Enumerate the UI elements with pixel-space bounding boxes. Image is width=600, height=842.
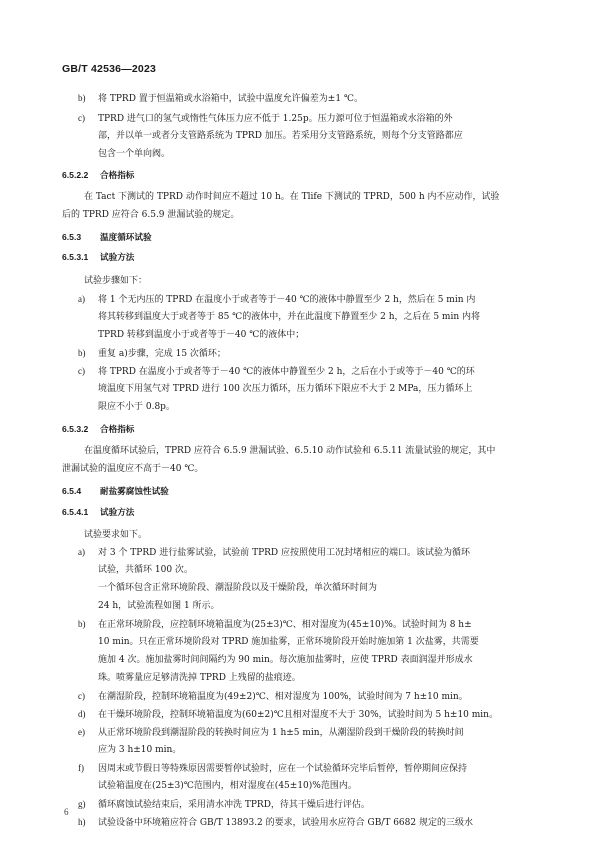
- line-text: 一个循环包含正常环境阶段、潮湿阶段以及干燥阶段，单次循环时间为: [98, 583, 378, 593]
- text-line: [98, 130, 463, 142]
- line-text: 在正常环境阶段，应控制环境箱温度为(25±3)℃、相对湿度为(45±10)%。试验时间为 8 h±: [98, 620, 472, 630]
- section-title: 温度循环试验: [100, 232, 152, 242]
- section-heading: [62, 506, 134, 518]
- text-line: [98, 383, 472, 395]
- list-label: b): [78, 619, 86, 629]
- line-text: 部，并以单一或者分支管路系统为 TPRD 加压。若采用分支管路系统，则每个分支管路都应: [98, 131, 463, 141]
- text-line: [98, 600, 220, 612]
- line-text: 试验要求如下。: [84, 530, 148, 540]
- list-label: c): [78, 113, 85, 123]
- line-text: 试验箱温度在(25±3)℃范围内，相对湿度在(45±10)%范围内。: [98, 781, 357, 791]
- text-line: [98, 564, 193, 576]
- text-line: [78, 618, 472, 631]
- text-line: [62, 209, 239, 221]
- line-text: 重复 a)步骤，完成 15 次循环；: [98, 349, 226, 359]
- page-number: 6: [64, 807, 69, 817]
- line-text: 应为 3 h±10 min。: [98, 745, 182, 755]
- section-number: 6.5.4.1: [62, 507, 89, 517]
- text-line: [78, 816, 473, 829]
- text-line: [98, 311, 480, 323]
- line-text: 试验步骤如下：: [84, 276, 148, 286]
- section-title: 合格指标: [100, 170, 135, 180]
- text-line: [78, 112, 453, 125]
- section-number: 6.5.4: [62, 486, 82, 496]
- line-text: 在温度循环试验后，TPRD 应符合 6.5.9 泄漏试验、6.5.10 动作试验和 6.5.11 流量试验的规定，其中: [84, 446, 496, 456]
- section-heading: [62, 251, 134, 263]
- line-text: 泄漏试验的温度应不高于－40 ℃。: [62, 464, 204, 474]
- list-label: a): [78, 294, 85, 304]
- text-line: [84, 275, 147, 287]
- text-line: [84, 445, 495, 457]
- line-text: 在干燥环境阶段，控制环境箱温度为(60±2)℃且相对湿度不大于 30%，试验时间为 5 h±10 min。: [98, 710, 498, 720]
- line-text: 10 min。只在正常环境阶段对 TPRD 施加盐雾，正常环境阶段开始时施加第 1 次盐雾，共需要: [98, 637, 479, 647]
- list-label: b): [78, 348, 86, 358]
- text-line: [78, 365, 475, 378]
- line-text: 从正常环境阶段到潮湿阶段的转换时间应为 1 h±5 min，从潮湿阶段到干燥阶段的转换时间: [98, 728, 464, 738]
- line-text: 将其转移到温度大于或者等于 85 ℃的液体中，并在此温度下静置至少 2 h，之后在 5 min 内将: [98, 312, 481, 322]
- text-line: [98, 582, 377, 594]
- line-text: 对 3 个 TPRD 进行盐雾试验，试验前 TPRD 应按照使用工况封堵相应的端口。该试验为循环: [98, 548, 470, 558]
- list-label: c): [78, 366, 85, 376]
- line-text: 在潮湿阶段，控制环境箱温度为(49±2)℃、相对湿度为 100%，试验时间为 7 h±10 min。: [98, 692, 468, 702]
- line-text: TPRD 转移到温度小于或者等于－40 ℃的液体中；: [98, 330, 305, 340]
- text-line: [78, 293, 475, 306]
- line-text: 因周末或节假日等特殊原因需要暂停试验时，应在一个试验循环完毕后暂停，暂停期间应保持: [98, 764, 468, 774]
- section-heading: [62, 485, 169, 497]
- list-label: f): [78, 763, 84, 773]
- section-title: 试验方法: [100, 507, 135, 517]
- text-line: [84, 191, 500, 203]
- text-line: [98, 672, 301, 684]
- list-label: c): [78, 691, 85, 701]
- section-title: 试验方法: [100, 252, 135, 262]
- list-label: h): [78, 817, 86, 827]
- section-number: 6.5.3: [62, 232, 82, 242]
- line-text: 限应不小于 0.8p。: [98, 402, 175, 412]
- text-line: [98, 744, 181, 756]
- text-line: [98, 654, 473, 666]
- line-text: TPRD 进气口的氢气或惰性气体压力应不低于 1.25p。压力源可位于恒温箱或水浴箱的外: [98, 114, 453, 124]
- text-line: [78, 92, 363, 105]
- text-line: [78, 546, 470, 559]
- text-line: [62, 463, 203, 475]
- section-heading: [62, 169, 134, 181]
- text-line: [78, 798, 370, 811]
- text-line: [98, 636, 479, 648]
- text-line: [78, 690, 468, 703]
- section-title: 合格指标: [100, 424, 135, 434]
- text-line: [98, 780, 357, 792]
- list-label: a): [78, 547, 85, 557]
- section-number: 6.5.2.2: [62, 170, 89, 180]
- line-text: 境温度下用氢气对 TPRD 进行 100 次压力循环，压力循环下限应不大于 2 MPa，压力循环上: [98, 384, 473, 394]
- section-number: 6.5.3.2: [62, 424, 89, 434]
- line-text: 将 1 个无内压的 TPRD 在温度小于或者等于－40 ℃的液体中静置至少 2 h，然后在 5 min 内: [98, 295, 476, 305]
- text-line: [98, 329, 304, 341]
- list-label: d): [78, 709, 86, 719]
- standard-code-header: GB/T 42536—2023: [62, 63, 157, 75]
- text-line: [98, 148, 170, 160]
- list-label: e): [78, 727, 85, 737]
- text-line: [84, 529, 147, 541]
- list-label: b): [78, 93, 86, 103]
- line-text: 试验，共循环 100 次。: [98, 565, 193, 575]
- line-text: 循环腐蚀试验结束后，采用清水冲洗 TPRD，待其干燥后进行评估。: [98, 800, 370, 810]
- section-title: 耐盐雾腐蚀性试验: [100, 486, 169, 496]
- list-label: g): [78, 799, 86, 809]
- line-text: 后的 TPRD 应符合 6.5.9 泄漏试验的规定。: [62, 210, 240, 220]
- section-number: 6.5.3.1: [62, 252, 89, 262]
- section-heading: [62, 423, 134, 435]
- text-line: [78, 347, 226, 360]
- text-line: [78, 708, 498, 721]
- text-line: [78, 726, 464, 739]
- line-text: 24 h，试验流程如图 1 所示。: [98, 601, 220, 611]
- line-text: 试验设备中环境箱应符合 GB/T 13893.2 的要求，试验用水应符合 GB/T 6682 规定的三级水: [98, 818, 473, 828]
- line-text: 施加 4 次。施加盐雾时间间隔约为 90 min。每次施加盐雾时，应使 TPRD 表面润湿并形成水: [98, 655, 473, 665]
- line-text: 珠。喷雾量应足够清洗掉 TPRD 上残留的盐痕迹。: [98, 673, 301, 683]
- line-text: 包含一个单向阀。: [98, 149, 171, 159]
- text-line: [78, 762, 467, 775]
- line-text: 将 TPRD 置于恒温箱或水浴箱中，试验中温度允许偏差为±1 ℃。: [98, 94, 363, 104]
- section-heading: [62, 231, 152, 243]
- text-line: [98, 401, 175, 413]
- line-text: 将 TPRD 在温度小于或者等于－40 ℃的液体中静置至少 2 h，之后在小于或等于－40 ℃的环: [98, 367, 475, 377]
- line-text: 在 Tact 下测试的 TPRD 动作时间应不超过 10 h。在 Tlife 下测试的 TPRD，500 h 内不应动作，试验: [84, 192, 500, 202]
